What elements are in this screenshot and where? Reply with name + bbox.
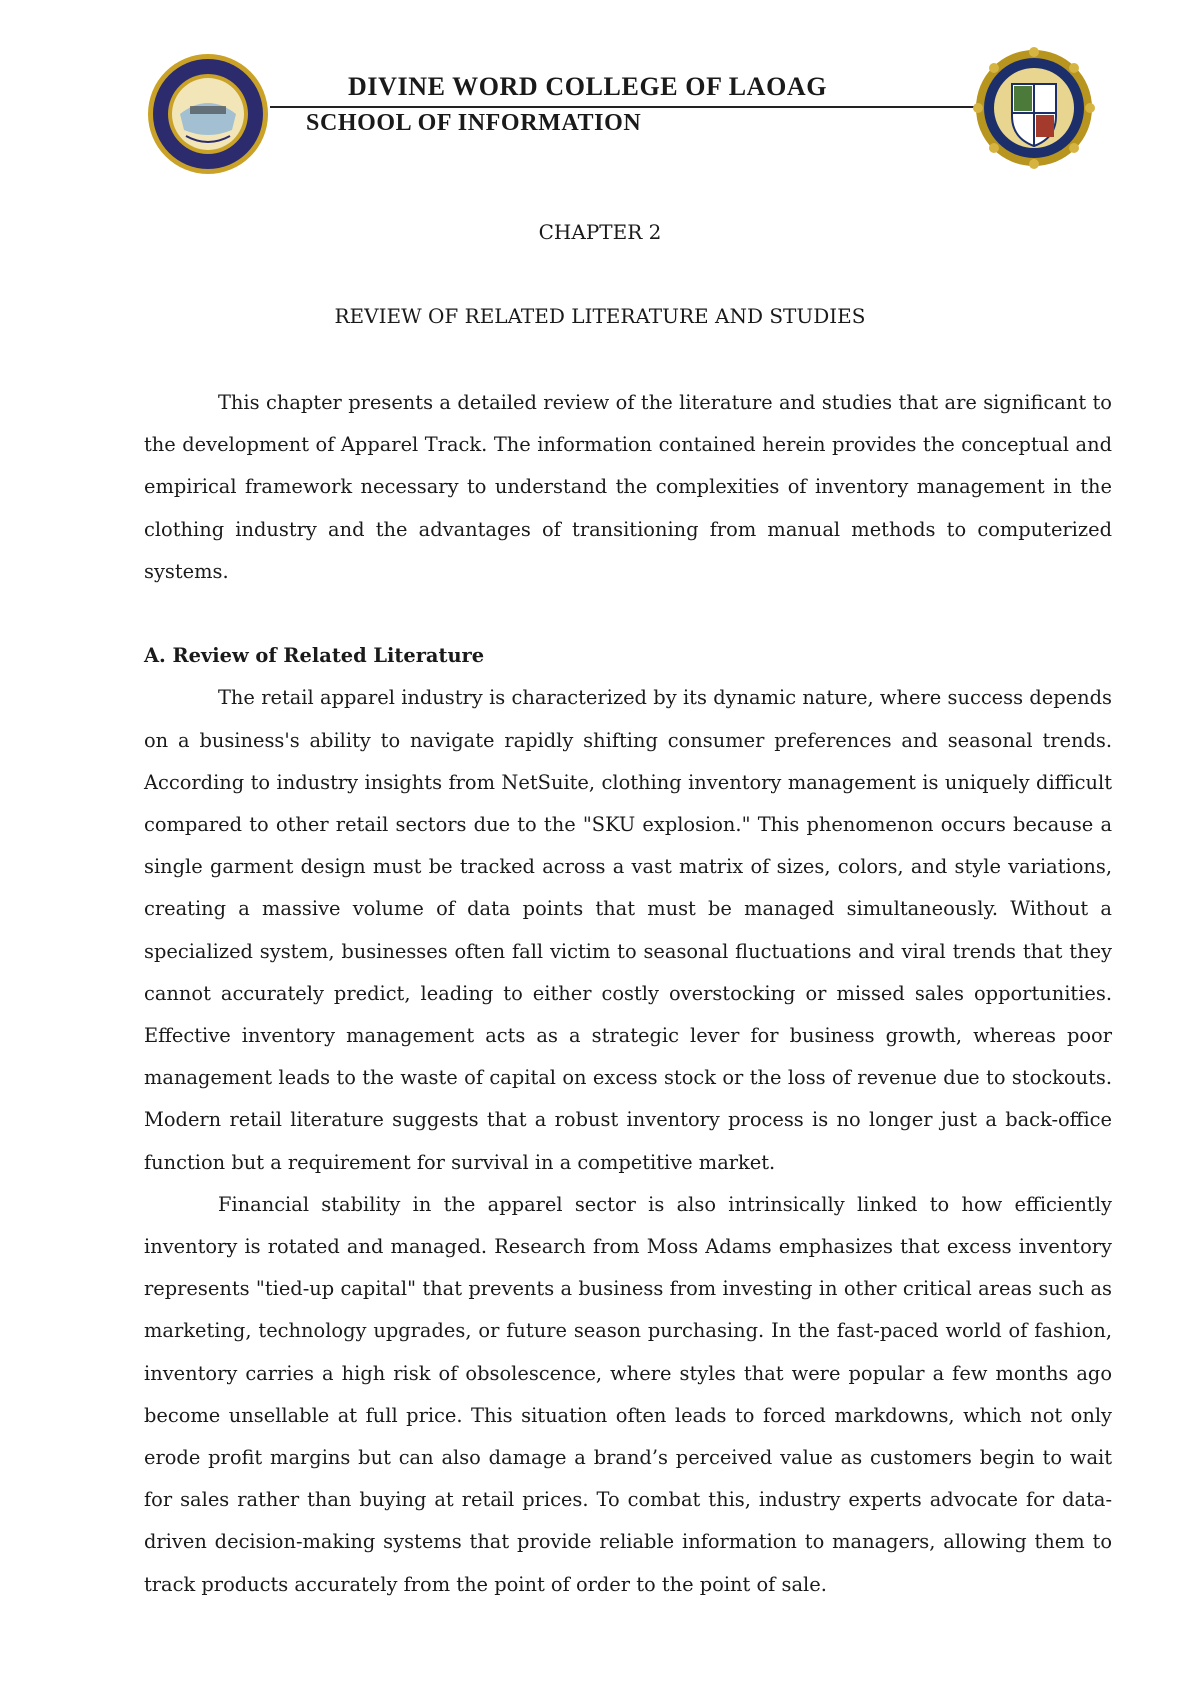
chapter-title: REVIEW OF RELATED LITERATURE AND STUDIES — [334, 304, 866, 328]
school-name: SCHOOL OF INFORMATION — [306, 110, 642, 136]
header-divider — [270, 106, 982, 108]
document-body — [144, 382, 1112, 1606]
body-paragraph: The retail apparel industry is characterized by its dynamic nature, where success depends on a business's ability to navigate rapidly shifting consumer preferences and seasonal trends. According to industry insights from NetSuite, clothing inventory management is uniquely difficult compared to other retail sectors due to the "SKU explosion." This phenomenon occurs because a single garment design must be tracked across a vast matrix of sizes, colors, and style variations, creating a massive volume of data points that must be managed simultaneously. Without a specialized system, businesses often fall victim to seasonal fluctuations and viral trends that they cannot accurately predict, leading to either costly overstocking or missed sales opportunities. Effective inventory management acts as a strategic lever for business growth, whereas poor management leads to the waste of capital on excess stock or the loss of revenue due to stockouts. Modern retail literature suggests that a robust inventory process is no longer just a back-office function but a requirement for survival in a competitive market. — [144, 686, 1112, 1174]
intro-paragraph: This chapter presents a detailed review of the literature and studies that are significant to the development of Apparel Track. The information contained herein provides the conceptual and empirical framework necessary to understand the complexities of inventory management in the clothing industry and the advantages of transitioning from manual methods to computerized systems. — [144, 391, 1112, 583]
letterhead — [0, 0, 1200, 180]
body-paragraph: Financial stability in the apparel sector is also intrinsically linked to how efficiently inventory is rotated and managed. Research from Moss Adams emphasizes that excess inventory represents "tied-up capital" that prevents a business from investing in other critical areas such as marketing, technology upgrades, or future season purchasing. In the fast-paced world of fashion, inventory carries a high risk of obsolescence, where styles that were popular a few months ago become unsellable at full price. This situation often leads to forced markdowns, which not only erode profit margins but can also damage a brand’s perceived value as customers begin to wait for sales rather than buying at retail prices. To combat this, industry experts advocate for data-driven decision-making systems that provide reliable information to managers, allowing them to track products accurately from the point of order to the point of sale. — [144, 1192, 1112, 1596]
chapter-number: CHAPTER 2 — [538, 220, 662, 244]
college-name: DIVINE WORD COLLEGE OF LAOAG — [348, 72, 828, 101]
section-heading: A. Review of Related Literature — [144, 644, 485, 668]
school-seal-icon — [972, 46, 1096, 170]
college-seal-icon — [146, 52, 270, 176]
